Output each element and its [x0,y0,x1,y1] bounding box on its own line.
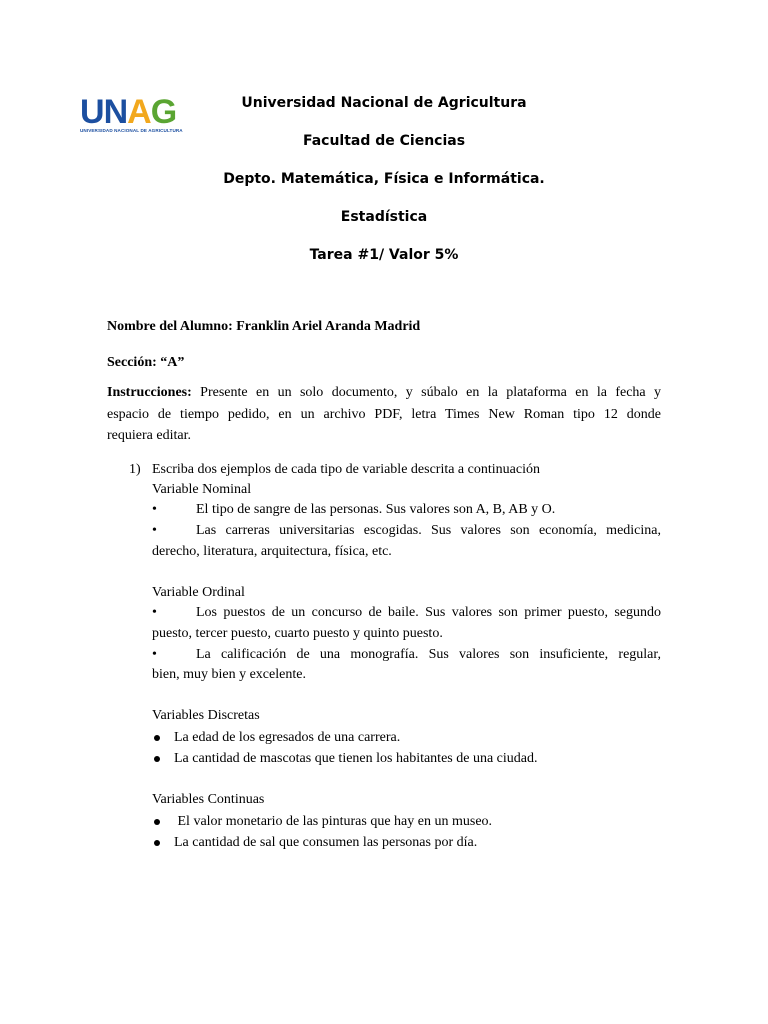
logo-subtitle: UNIVERSIDAD NACIONAL DE AGRICULTURA [80,128,183,133]
student-name: Nombre del Alumno: Franklin Ariel Aranda Madrid [107,319,421,334]
nominal-item-2-line-1: Las carreras universitarias escogidas. Sus valores son economía, medicina, [196,523,661,538]
faculty-title: Facultad de Ciencias [302,133,466,149]
bullet: • [152,647,157,662]
bullet: • [152,605,157,620]
bullet-dot [154,840,160,846]
ordinal-title: Variable Ordinal [152,585,245,600]
nominal-item-2-line-2: derecho, literatura, arquitectura, física, etc. [152,544,392,559]
question-text: Escriba dos ejemplos de cada tipo de variable descrita a continuación [152,462,540,477]
logo-letter-a: A [127,93,151,131]
nominal-item-1: El tipo de sangre de las personas. Sus valores son A, B, AB y O. [196,502,556,517]
bullet: • [152,523,157,538]
assignment-title: Tarea #1/ Valor 5% [309,247,459,263]
discrete-item-2: La cantidad de mascotas que tienen los habitantes de una ciudad. [174,751,538,766]
nominal-title: Variable Nominal [152,482,252,497]
continuous-item-2: La cantidad de sal que consumen las personas por día. [174,835,478,850]
instructions-line-2: espacio de tiempo pedido, en un archivo PDF, letra Times New Roman tipo 12 donde [107,407,661,422]
instructions-line-1 [107,384,661,402]
department-title: Depto. Matemática, Física e Informática. [223,171,545,187]
instructions-line-3: requiera editar. [107,428,191,443]
ordinal-item-2-line-2: bien, muy bien y excelente. [152,667,306,682]
bullet: • [152,502,157,517]
bullet-dot [154,819,160,825]
continuous-item-1: El valor monetario de las pinturas que hay en un museo. [174,814,493,829]
question-number: 1) [129,462,141,477]
discrete-title: Variables Discretas [152,708,260,723]
section: Sección: “A” [107,355,185,370]
discrete-item-1: La edad de los egresados de una carrera. [174,730,401,745]
university-title: Universidad Nacional de Agricultura [241,95,527,111]
ordinal-item-1-line-1: Los puestos de un concurso de baile. Sus valores son primer puesto, segundo [196,605,661,620]
ordinal-item-1-line-2: puesto, tercer puesto, cuarto puesto y quinto puesto. [152,626,443,641]
logo-letter-u: U [80,93,104,131]
logo-letter-g: G [150,93,177,131]
bullet-dot [154,756,160,762]
ordinal-item-2-line-1: La calificación de una monografía. Sus valores son insuficiente, regular, [196,647,661,662]
instructions-text-1: Presente en un solo documento, y súbalo en la plataforma en la fecha y [200,385,662,400]
continuous-title: Variables Continuas [152,792,265,807]
bullet-dot [154,735,160,741]
course-title: Estadística [340,209,428,225]
logo-letter-n: N [103,93,128,131]
instructions-label: Instrucciones: [107,385,192,400]
